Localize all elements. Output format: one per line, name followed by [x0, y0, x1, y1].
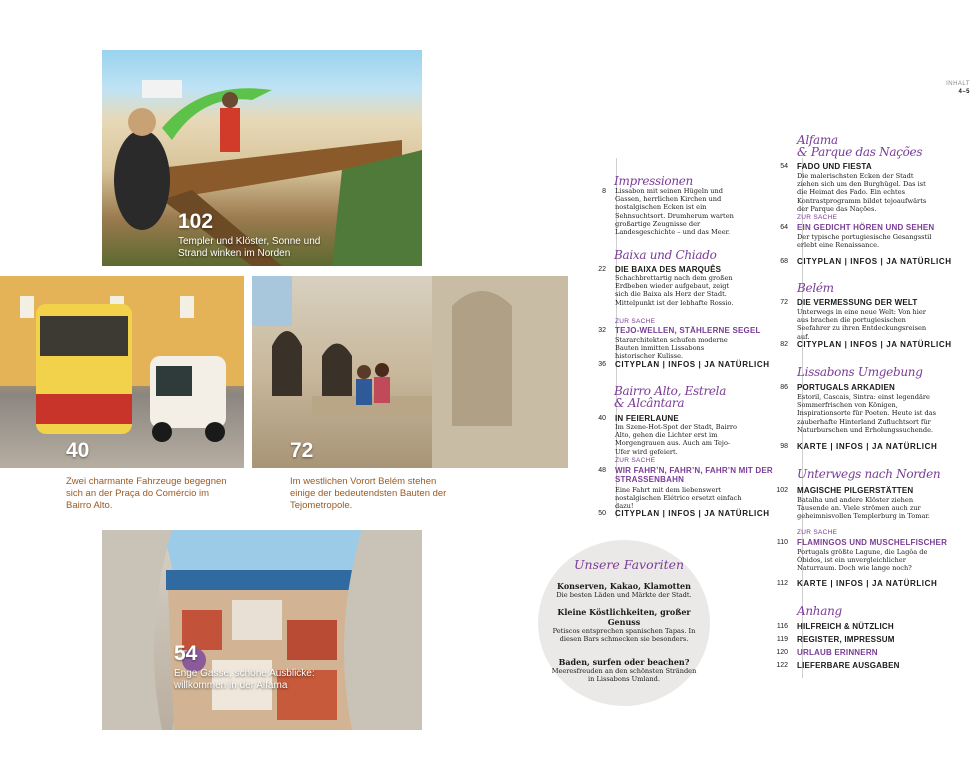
entry-title: PORTUGALS ARKADIEN: [797, 383, 895, 392]
page-ref: 122: [776, 662, 788, 669]
beach-illustration: [102, 50, 422, 266]
section-label: INHALT: [946, 81, 970, 87]
entry-title: URLAUB ERINNERN: [797, 648, 878, 657]
favorite-title: Baden, surfen oder beachen?: [558, 657, 690, 667]
page-number-40: 40: [66, 439, 90, 462]
alfama-illustration: [102, 530, 422, 730]
page-ref: 36: [598, 361, 606, 368]
entry-title: CITYPLAN | INFOS | JA NATÜRLICH: [797, 340, 952, 349]
favorite-title: Konserven, Kakao, Klamotten: [557, 581, 691, 591]
zur-sache-label: ZUR SACHE: [615, 318, 656, 325]
entry-title: KARTE | INFOS | JA NATÜRLICH: [797, 579, 938, 588]
entry-title: KARTE | INFOS | JA NATÜRLICH: [797, 442, 938, 451]
tram-illustration: [0, 276, 244, 468]
page-ref: 64: [780, 224, 788, 231]
page-ref: 116: [776, 623, 788, 630]
entry-text: Schachbrettartig nach dem großen Erdbeben wieder aufgebaut, zeigt sich die Baixa als Herz der Stadt. Mittelpunkt ist der lebhafte Rossio.: [615, 274, 734, 307]
entry-title: DIE BAIXA DES MARQUÊS: [615, 265, 722, 274]
favorite-item: [549, 657, 699, 683]
section-belem: Belém: [797, 281, 834, 295]
section-impressionen: Impressionen: [614, 174, 693, 188]
page-ref: 82: [780, 341, 788, 348]
page-ref: 50: [598, 510, 606, 517]
section-heading-line: & Parque das Nações: [797, 145, 923, 159]
entry-title: IN FEIERLAUNE: [615, 414, 679, 423]
photo-tram-tuktuk: [0, 276, 244, 468]
favorite-text: Die besten Läden und Märkte der Stadt.: [556, 591, 692, 599]
page-ref: 86: [780, 384, 788, 391]
entry-title: EIN GEDICHT HÖREN UND SEHEN: [797, 223, 935, 232]
entry-title: WIR FAHR’N, FAHR’N, FAHR’N MIT DER: [615, 466, 773, 475]
page-number-72: 72: [290, 439, 314, 462]
page-number-102: 102: [178, 210, 214, 233]
entry-text: Batalha und andere Klöster ziehen Tausende an. Viele strömen auch zur geheimnisvollen Templerburg in Tomar.: [797, 496, 930, 521]
section-heading-line: & Alcântara: [614, 396, 685, 410]
entry-text: Estoril, Cascais, Sintra: einst legendäre Sommerfrischen von Königen, Inspirationsorte für Poeten. Heute ist das zauberhafte Hinterland Zufluchtsort für Naturburschen und Erholungssuchende.: [797, 393, 937, 434]
page-ref: 120: [776, 649, 788, 656]
entry-title: CITYPLAN | INFOS | JA NATÜRLICH: [615, 509, 770, 518]
page-ref: 8: [602, 188, 606, 195]
favorite-text: Petiscos entsprechen spanischen Tapas. In diesen Bars schmecken sie besonders.: [552, 627, 696, 643]
photo-beach-surfers: [102, 50, 422, 266]
caption-belem: Im westlichen Vorort Belém stehen einige der bedeutendsten Bauten der Tejometropole.: [290, 476, 447, 511]
photo-caption: Enge Gasse, schöne Ausblicke: willkommen in der Alfama: [174, 668, 315, 691]
page-number-54: 54: [174, 642, 198, 665]
zur-sache-label: ZUR SACHE: [797, 214, 838, 221]
section-umgebung: Lissabons Umgebung: [797, 365, 923, 379]
entry-text: Der typische portugiesische Gesangsstil erlebt eine Renaissance.: [797, 233, 932, 250]
section-bairro-alto: [614, 385, 726, 409]
entry-text: Die malerischsten Ecken der Stadt ziehen sich um den Burghügel. Das ist die Heimat des Fado. Ein echtes Kontrastprogramm bildet tejoaufwärts der Parque das Nações.: [797, 172, 927, 213]
entry-text: Im Szene-Hot-Spot der Stadt, Bairro Alto, gehen die Lichter erst im Morgengrauen aus. Auch am Tejo-Ufer wird gefeiert.: [615, 423, 737, 456]
favorite-item: [549, 607, 699, 643]
section-anhang: Anhang: [797, 604, 842, 618]
page-ref: 119: [776, 636, 788, 643]
entry-title: TEJO-WELLEN, STÄHLERNE SEGEL: [615, 326, 761, 335]
section-alfama: [797, 134, 922, 158]
entry-text: Lissabon mit seinen Hügeln und Gassen, herrlichen Kirchen und nostalgischen Ecken ist ein Sehnsuchtsort. Drumherum warten großartige Zeugnisse der Landesgeschichte – und das Meer.: [615, 187, 734, 237]
section-norden: Unterwegs nach Norden: [797, 467, 941, 481]
section-heading-line: Alfama: [797, 133, 838, 147]
entry-title: LIEFERBARE AUSGABEN: [797, 661, 900, 670]
photo-caption: Templer und Klöster, Sonne und Strand winken im Norden: [178, 236, 321, 259]
section-header: [946, 80, 970, 96]
zur-sache-label: ZUR SACHE: [797, 529, 838, 536]
page-ref: 110: [776, 539, 788, 546]
entry-title: MAGISCHE PILGERSTÄTTEN: [797, 486, 914, 495]
section-heading-line: Bairro Alto, Estrela: [614, 384, 727, 398]
page-ref: 54: [780, 163, 788, 170]
entry-text: Stararchitekten schufen moderne Bauten inmitten Lissabons historischer Kulisse.: [615, 336, 728, 361]
entry-text: Portugals größte Lagune, die Lagôa de Óbidos, ist ein unvergleichlicher Naturraum. Doch wie lange noch?: [797, 548, 928, 573]
favoriten-heading: Unsere Favoriten: [574, 557, 685, 572]
page-ref: 40: [598, 415, 606, 422]
entry-title: HILFREICH & NÜTZLICH: [797, 622, 894, 631]
favorite-text: Meeresfreuden an den schönsten Stränden in Lissabons Umland.: [551, 667, 697, 683]
page-range: 4–5: [958, 89, 970, 95]
page-ref: 72: [780, 299, 788, 306]
photo-alfama: [102, 530, 422, 730]
photo-jeronimos: [252, 276, 568, 468]
entry-title: FLAMINGOS UND MUSCHELFISCHER: [797, 538, 948, 547]
page-ref: 68: [780, 258, 788, 265]
page-ref: 48: [598, 467, 606, 474]
page-ref: 102: [776, 487, 788, 494]
section-baixa: Baixa und Chiado: [614, 248, 717, 262]
entry-title: FADO UND FIESTA: [797, 162, 872, 171]
favorite-item: [549, 581, 699, 599]
caption-tram: Zwei charmante Fahrzeuge begegnen sich an der Praça do Comércio im Bairro Alto.: [66, 476, 227, 511]
page-ref: 98: [780, 443, 788, 450]
page-ref: 22: [598, 266, 606, 273]
entry-title: CITYPLAN | INFOS | JA NATÜRLICH: [615, 360, 770, 369]
entry-title: CITYPLAN | INFOS | JA NATÜRLICH: [797, 257, 952, 266]
favorite-title: Kleine Köstlichkeiten, großer Genuss: [557, 607, 691, 627]
page-ref: 112: [776, 580, 788, 587]
page-ref: 32: [598, 327, 606, 334]
entry-title: REGISTER, IMPRESSUM: [797, 635, 895, 644]
entry-title: DIE VERMESSUNG DER WELT: [797, 298, 918, 307]
favoriten-box: [538, 540, 710, 706]
zur-sache-label: ZUR SACHE: [615, 457, 656, 464]
entry-text: Unterwegs in eine neue Welt: Von hier aus brachen die portugiesischen Seefahrer zu ihren Entdeckungsreisen auf.: [797, 308, 927, 341]
entry-text: Eine Fahrt mit dem liebenswert nostalgischen Elétrico ersetzt einfach dazu!: [615, 486, 742, 511]
entry-title: STRASSENBAHN: [615, 475, 685, 484]
